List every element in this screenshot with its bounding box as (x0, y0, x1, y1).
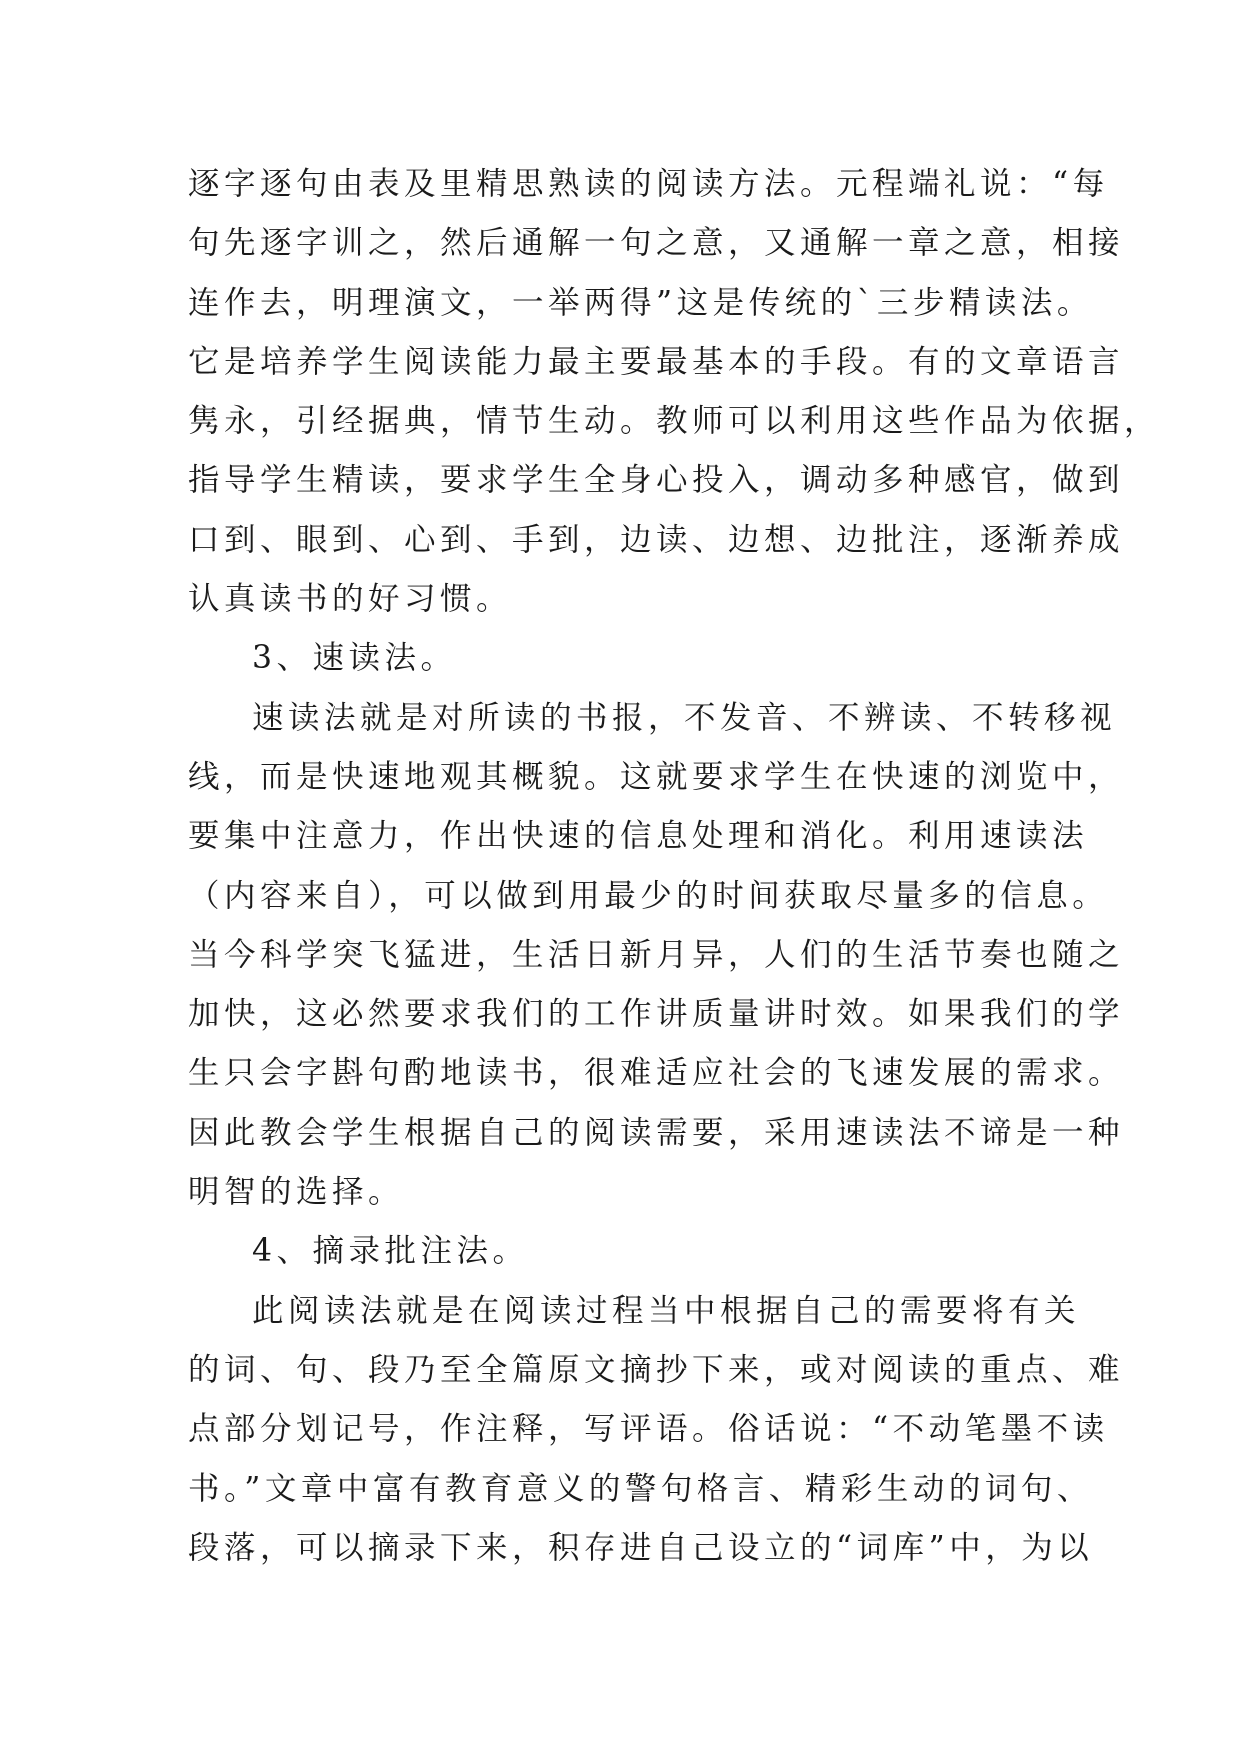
text-line: 点部分划记号，作注释，写评语。俗话说：“不动笔墨不读 (188, 1411, 1109, 1448)
text-line: 明智的选择。 (188, 1174, 405, 1211)
text-line: 因此教会学生根据自己的阅读需要，采用速读法不谛是一种 (188, 1114, 1125, 1151)
text-line: （内容来自），可以做到用最少的时间获取尽量多的信息。 (188, 877, 1109, 914)
section-heading: 4、摘录批注法。 (252, 1233, 529, 1270)
text-line: 连作去，明理演文，一举两得”这是传统的`三步精读法。 (188, 284, 1093, 321)
text-line: 当今科学突飞猛进，生活日新月异，人们的生活节奏也随之 (188, 936, 1125, 973)
text-line: 的词、句、段乃至全篇原文摘抄下来，或对阅读的重点、难 (188, 1351, 1125, 1388)
text-line: 句先逐字训之，然后通解一句之意，又通解一章之意，相接 (188, 225, 1125, 262)
text-line: 隽永，引经据典，情节生动。教师可以利用这些作品为依据， (188, 403, 1161, 440)
text-line: 口到、眼到、心到、手到，边读、边想、边批注，逐渐养成 (188, 521, 1125, 558)
text-line: 线，而是快速地观其概貌。这就要求学生在快速的浏览中， (188, 758, 1125, 795)
text-line: 书。”文章中富有教育意义的警句格言、精彩生动的词句、 (188, 1470, 1093, 1507)
text-line: 逐字逐句由表及里精思熟读的阅读方法。元程端礼说：“每 (188, 166, 1109, 202)
text-line: 生只会字斟句酌地读书，很难适应社会的飞速发展的需求。 (188, 1055, 1125, 1092)
text-line: 段落，可以摘录下来，积存进自己设立的“词库”中，为以 (188, 1529, 1094, 1566)
text-line: 加快，这必然要求我们的工作讲质量讲时效。如果我们的学 (188, 996, 1125, 1033)
text-line: 认真读书的好习惯。 (188, 581, 513, 618)
text-line: 指导学生精读，要求学生全身心投入，调动多种感官，做到 (188, 462, 1125, 499)
section-heading: 3、速读法。 (252, 640, 457, 677)
paragraph-start-line: 此阅读法就是在阅读过程当中根据自己的需要将有关 (252, 1292, 1081, 1329)
text-line: 要集中注意力，作出快速的信息处理和消化。利用速读法 (188, 818, 1089, 855)
body-text (188, 155, 1161, 1578)
text-line: 它是培养学生阅读能力最主要最基本的手段。有的文章语言 (188, 343, 1125, 380)
paragraph-start-line: 速读法就是对所读的书报，不发音、不辨读、不转移视 (252, 699, 1117, 736)
